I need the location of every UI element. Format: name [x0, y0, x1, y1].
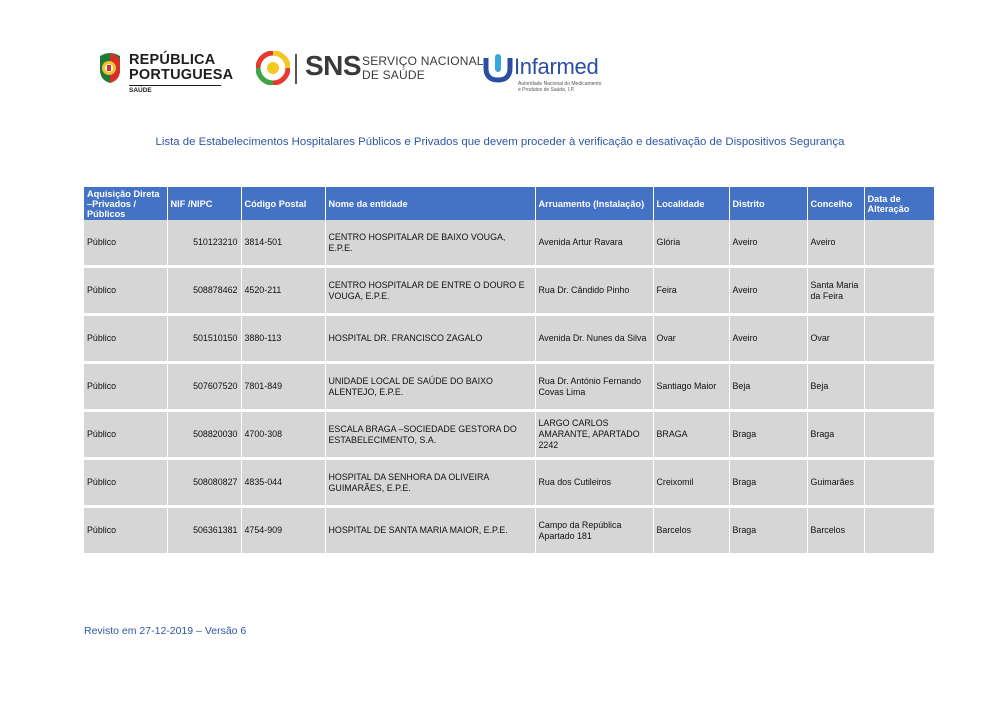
cell-municipality: Aveiro	[807, 220, 864, 267]
infarmed-emblem-icon	[482, 52, 514, 84]
portugal-emblem-icon	[96, 52, 124, 84]
cell-entity-name: HOSPITAL DE SANTA MARIA MAIOR, E.P.E.	[325, 507, 535, 554]
table-row	[84, 411, 934, 459]
cell-locality: Glória	[653, 220, 729, 267]
cell-acquisition: Público	[84, 507, 167, 554]
cell-postal-code: 4835-044	[241, 459, 325, 507]
cell-street: Avenida Artur Ravara	[535, 220, 653, 267]
cell-change-date	[864, 411, 934, 459]
cell-municipality: Barcelos	[807, 507, 864, 554]
column-header-entity-name: Nome da entidade	[325, 187, 535, 220]
cell-locality: Creixomil	[653, 459, 729, 507]
republica-portuguesa-logo	[96, 50, 234, 96]
cell-entity-name: CENTRO HOSPITALAR DE BAIXO VOUGA, E.P.E.	[325, 220, 535, 267]
column-header-change-date: Data de Alteração	[864, 187, 934, 220]
cell-acquisition: Público	[84, 220, 167, 267]
cell-acquisition: Público	[84, 315, 167, 363]
cell-district: Aveiro	[729, 220, 807, 267]
cell-street: Avenida Dr. Nunes da Silva	[535, 315, 653, 363]
cell-acquisition: Público	[84, 267, 167, 315]
cell-entity-name: HOSPITAL DA SENHORA DA OLIVEIRA GUIMARÃES, E.P.E.	[325, 459, 535, 507]
cell-locality: Feira	[653, 267, 729, 315]
cell-district: Braga	[729, 411, 807, 459]
document-title: Lista de Estabelecimentos Hospitalares Públicos e Privados que devem proceder à verificação e desativação de Dispositivos Segurança	[155, 136, 845, 148]
cell-municipality: Guimarães	[807, 459, 864, 507]
table-header-row	[84, 187, 934, 220]
cell-street: LARGO CARLOS AMARANTE, APARTADO 2242	[535, 411, 653, 459]
table-row	[84, 315, 934, 363]
column-header-district: Distrito	[729, 187, 807, 220]
column-header-municipality: Concelho	[807, 187, 864, 220]
cell-nif: 501510150	[167, 315, 241, 363]
cell-nif: 506361381	[167, 507, 241, 554]
sns-logo	[256, 50, 484, 90]
logo-divider	[129, 85, 221, 86]
table-row	[84, 220, 934, 267]
hospitals-table	[84, 187, 934, 553]
infarmed-subtitle-line1: Autoridade Nacional do Medicamento	[518, 81, 602, 87]
cell-locality: Santiago Maior	[653, 363, 729, 411]
table-row	[84, 459, 934, 507]
infarmed-logo	[482, 52, 612, 97]
cell-postal-code: 3880-113	[241, 315, 325, 363]
cell-nif: 508080827	[167, 459, 241, 507]
cell-change-date	[864, 363, 934, 411]
cell-postal-code: 4520-211	[241, 267, 325, 315]
sns-text-line2: DE SAÚDE	[362, 68, 425, 82]
cell-municipality: Braga	[807, 411, 864, 459]
cell-acquisition: Público	[84, 411, 167, 459]
cell-acquisition: Público	[84, 459, 167, 507]
cell-change-date	[864, 220, 934, 267]
logo-subtitle: SAÚDE	[129, 87, 152, 94]
cell-nif: 508820030	[167, 411, 241, 459]
cell-municipality: Ovar	[807, 315, 864, 363]
sns-abbreviation: SNS	[305, 50, 362, 81]
cell-locality: Barcelos	[653, 507, 729, 554]
column-header-locality: Localidade	[653, 187, 729, 220]
logo-text-line1: REPÚBLICA	[129, 52, 216, 68]
table-row	[84, 267, 934, 315]
cell-nif: 507607520	[167, 363, 241, 411]
cell-entity-name: CENTRO HOSPITALAR DE ENTRE O DOURO E VOUGA, E.P.E.	[325, 267, 535, 315]
column-header-postal-code: Código Postal	[241, 187, 325, 220]
cell-district: Beja	[729, 363, 807, 411]
cell-district: Braga	[729, 507, 807, 554]
cell-district: Aveiro	[729, 315, 807, 363]
cell-municipality: Beja	[807, 363, 864, 411]
cell-change-date	[864, 507, 934, 554]
sns-text-line1: SERVIÇO NACIONAL	[362, 54, 484, 68]
cell-locality: BRAGA	[653, 411, 729, 459]
cell-district: Braga	[729, 459, 807, 507]
cell-municipality: Santa Maria da Feira	[807, 267, 864, 315]
cell-postal-code: 4700-308	[241, 411, 325, 459]
cell-nif: 508878462	[167, 267, 241, 315]
logo-text-line2: PORTUGUESA	[129, 67, 234, 83]
cell-district: Aveiro	[729, 267, 807, 315]
cell-change-date	[864, 267, 934, 315]
column-header-street: Arruamento (Instalação)	[535, 187, 653, 220]
cell-nif: 510123210	[167, 220, 241, 267]
cell-entity-name: ESCALA BRAGA –SOCIEDADE GESTORA DO ESTABELECIMENTO, S.A.	[325, 411, 535, 459]
cell-street: Rua Dr. Cândido Pinho	[535, 267, 653, 315]
cell-change-date	[864, 459, 934, 507]
cell-street: Campo da República Apartado 181	[535, 507, 653, 554]
cell-acquisition: Público	[84, 363, 167, 411]
cell-entity-name: HOSPITAL DR. FRANCISCO ZAGALO	[325, 315, 535, 363]
logo-divider	[295, 54, 297, 84]
revision-note: Revisto em 27-12-2019 – Versão 6	[84, 625, 247, 637]
cell-postal-code: 4754-909	[241, 507, 325, 554]
column-header-nif: NIF /NIPC	[167, 187, 241, 220]
cell-street: Rua Dr. António Fernando Covas Lima	[535, 363, 653, 411]
table-row	[84, 507, 934, 554]
cell-postal-code: 3814-501	[241, 220, 325, 267]
sns-emblem-icon	[256, 51, 290, 85]
cell-postal-code: 7801-849	[241, 363, 325, 411]
infarmed-name: Infarmed	[514, 54, 599, 79]
cell-change-date	[864, 315, 934, 363]
column-header-acquisition: Aquisição Direta –Privados / Públicos	[84, 187, 167, 220]
cell-street: Rua dos Cutileiros	[535, 459, 653, 507]
cell-entity-name: UNIDADE LOCAL DE SAÚDE DO BAIXO ALENTEJO, E.P.E.	[325, 363, 535, 411]
table-row	[84, 363, 934, 411]
cell-locality: Ovar	[653, 315, 729, 363]
infarmed-subtitle-line2: e Produtos de Saúde, I.P.	[518, 87, 575, 93]
